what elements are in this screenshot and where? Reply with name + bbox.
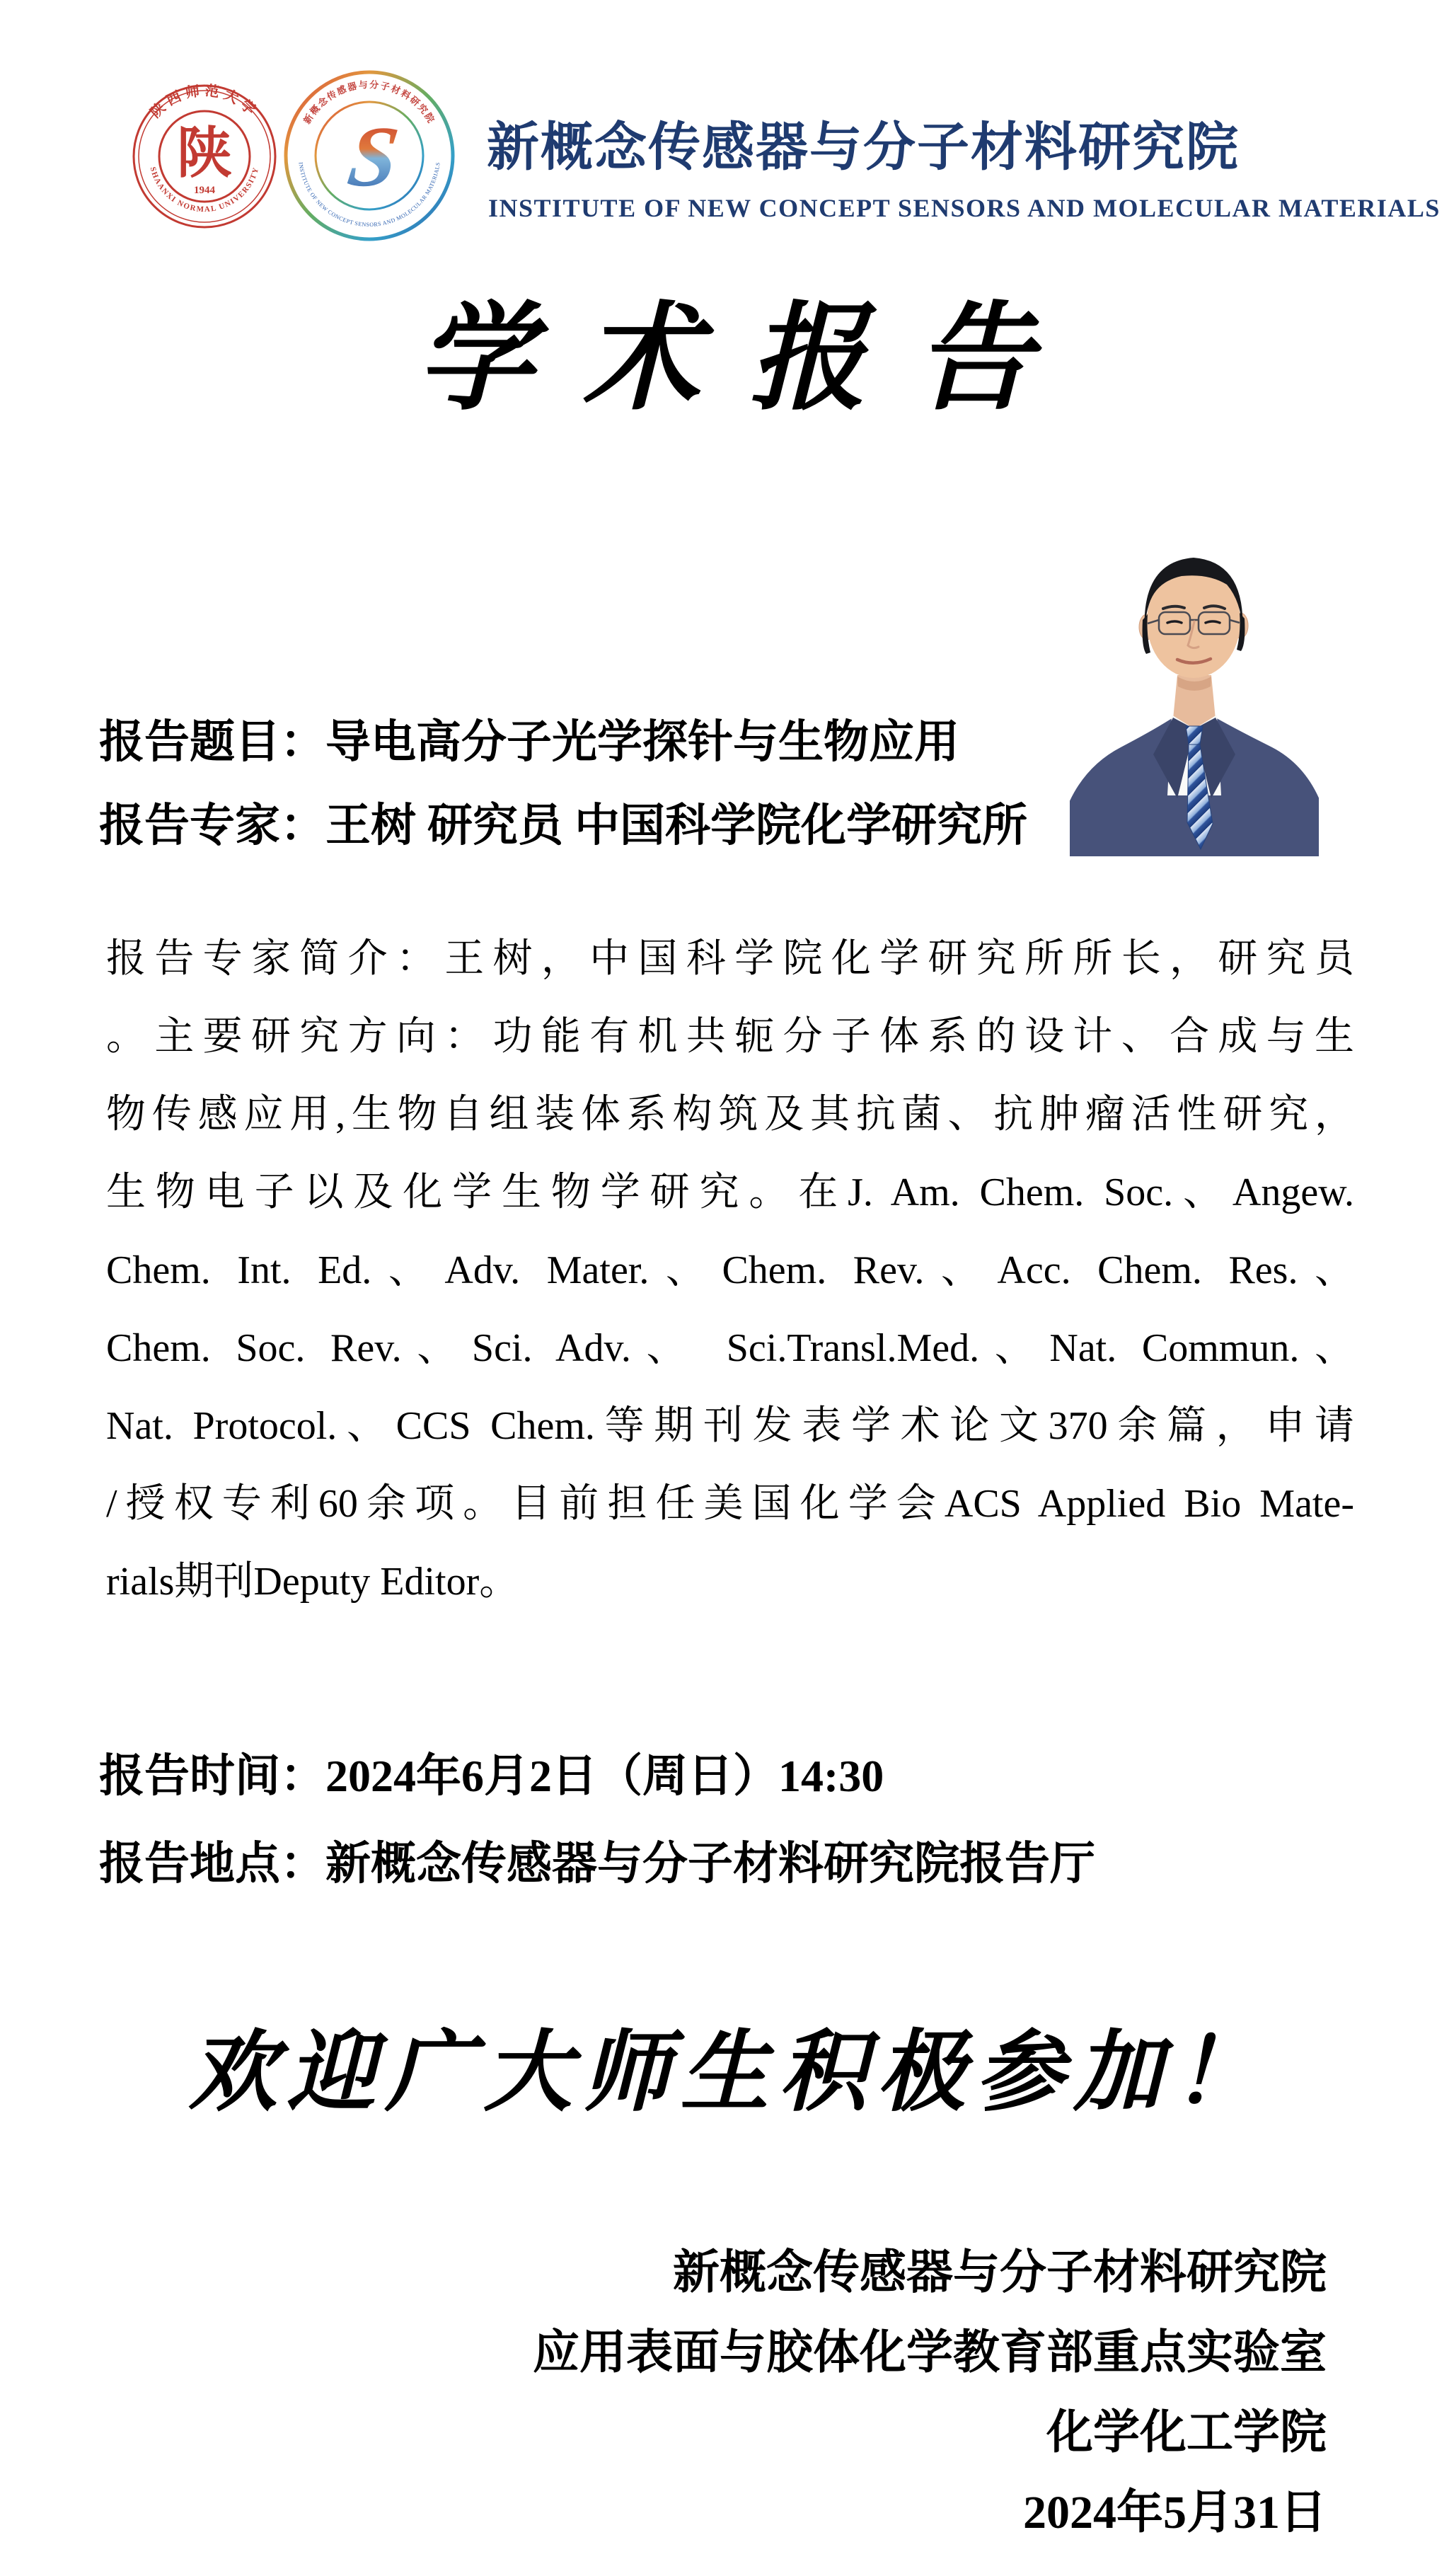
organizer-line: 化学化工学院 [1046,2407,1327,2459]
organizers [533,2233,1327,2553]
institute-logo-top-arc-text: 新概念传感器与分子材料研究院 [301,79,437,126]
welcome-message: 欢迎广大师生积极参加！ [188,2025,1271,2122]
speaker-photo [1070,541,1319,856]
bio-line: /授权专利60余项。目前担任美国化学会ACS Applied Bio Mate- [106,1482,1354,1526]
seal-top-arc-text: 陕西师范大学 [147,83,262,122]
institute-logo [282,68,457,243]
report-speaker-label: 报告专家： [99,800,325,851]
bio-line: 生物电子以及化学生物学研究。在J. Am. Chem. Soc.、Angew. [106,1171,1354,1214]
poster-date: 2024年5月31日 [1023,2487,1327,2538]
institute-name-cn: 新概念传感器与分子材料研究院 [487,119,1240,177]
page-title: 学术报告 [417,294,1082,424]
organizer-line: 应用表面与胶体化学教育部重点实验室 [533,2327,1327,2379]
speaker-bio [106,920,1354,1621]
report-topic-label: 报告题目： [99,717,325,767]
bio-line: Chem. Int. Ed.、Adv. Mater.、Chem. Rev.、Acc. Chem. Res.、 [106,1248,1354,1292]
institute-name-en: INSTITUTE OF NEW CONCEPT SENSORS AND MOLECULAR MATERIALS [488,194,1441,222]
organizer-line: 新概念传感器与分子材料研究院 [673,2247,1327,2299]
institute-monogram: S [342,108,405,205]
bio-line: Chem. Soc. Rev.、Sci. Adv.、 Sci.Transl.Med.、Nat. Commun.、 [106,1326,1354,1370]
schedule [99,1732,1095,1908]
bio-line: Nat. Protocol.、CCS Chem.等期刊发表学术论文370余篇，申请 [106,1404,1354,1448]
seal-center-character: 陕 [176,122,233,184]
report-venue-line: 报告地点：新概念传感器与分子材料研究院报告厅 [99,1839,1095,1889]
institute-logo-bottom-arc-text: INSTITUTE OF NEW CONCEPT SENSORS AND MOLECULAR MATERIALS [297,161,441,229]
seal-bottom-arc-text: SHAANXI NORMAL UNIVERSITY [148,166,261,214]
report-speaker: 王树 研究员 中国科学院化学研究所 [325,800,1027,851]
bio-line: 报告专家简介：王树，中国科学院化学研究所所长，研究员 [106,937,1354,981]
seal-year: 1944 [194,185,215,196]
report-topic-line [99,701,1027,784]
bio-line: rials期刊Deputy Editor。 [106,1560,519,1604]
report-info [99,701,1027,868]
university-seal-logo [131,83,278,230]
report-speaker-line [99,784,1027,868]
bio-line: 物传感应用,生物自组装体系构筑及其抗菌、抗肿瘤活性研究， [106,1093,1354,1137]
report-topic: 导电高分子光学探针与生物应用 [325,717,959,767]
report-time-line: 报告时间：2024年6月2日（周日）14:30 [99,1751,884,1801]
bio-line: 。主要研究方向：功能有机共轭分子体系的设计、合成与生 [106,1015,1354,1059]
